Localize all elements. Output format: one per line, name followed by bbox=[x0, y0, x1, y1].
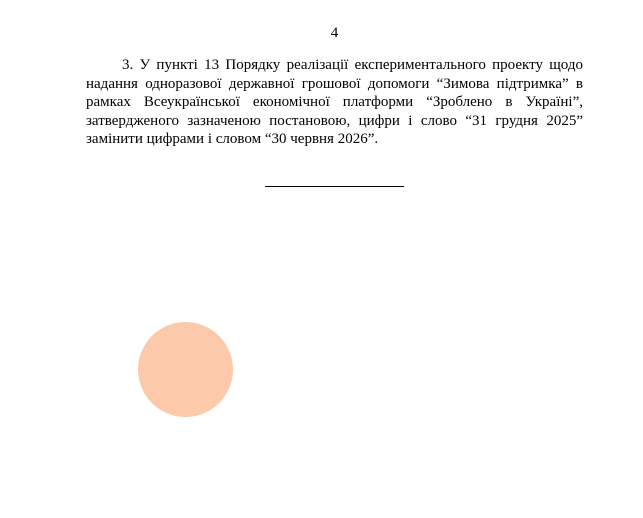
amendment-paragraph: 3. У пункті 13 Порядку реалізації експериментального проекту щодо надання одноразової державної грошової допомоги “Зимова підтримка” в рамках Всеукраїнської економічної платформи “Зроблено в Україні”, затвердженого зазначеною постановою, цифри і слово “31 грудня 2025” замінити цифрами і словом “30 червня 2026”. bbox=[86, 57, 583, 147]
separator-line bbox=[265, 186, 404, 187]
page-number: 4 bbox=[330, 25, 339, 41]
peach-circle bbox=[138, 322, 233, 417]
